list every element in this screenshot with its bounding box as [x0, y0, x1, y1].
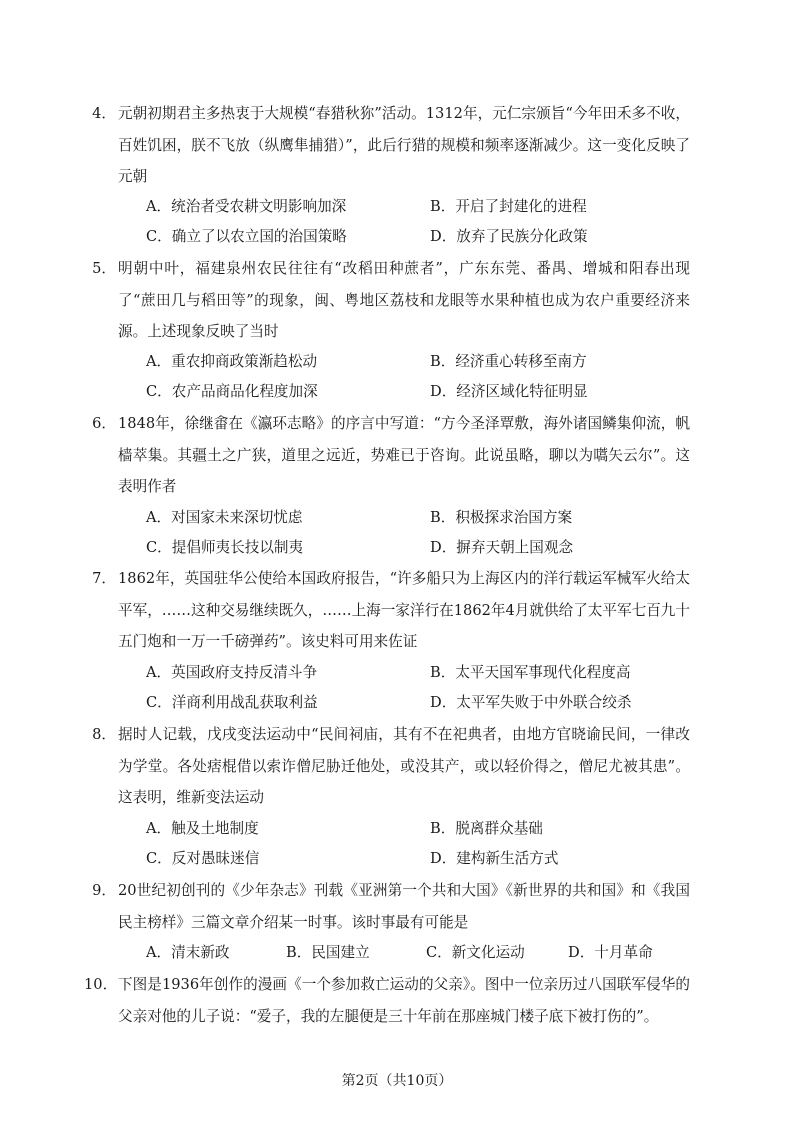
- option-a[interactable]: A．触及土地制度: [146, 820, 259, 837]
- question-number: 5．: [92, 260, 116, 277]
- question-stem: 下图是1936年创作的漫画《一个参加救亡运动的父亲》。图中一位亲历过八国联军侵华的父亲对他的儿子说：“爱子，我的左腿便是三十年前在那座城门楼子底下被打伤的”。: [118, 976, 690, 1025]
- option-a[interactable]: A．清末新政: [146, 944, 230, 961]
- question-8: [92, 719, 690, 814]
- option-a[interactable]: A．统治者受农耕文明影响加深: [146, 198, 347, 215]
- question-4: [92, 98, 690, 193]
- option-b[interactable]: B．民国建立: [286, 944, 370, 961]
- option-b[interactable]: B．经济重心转移至南方: [430, 353, 587, 370]
- option-c[interactable]: C．洋商利用战乱获取利益: [146, 694, 318, 711]
- option-a[interactable]: A．对国家未来深切忧虑: [146, 509, 303, 526]
- question-number: 7．: [92, 570, 116, 587]
- option-b[interactable]: B．积极探求治国方案: [430, 509, 573, 526]
- option-b[interactable]: B．太平天国军事现代化程度高: [430, 664, 631, 681]
- question-stem: 元朝初期君主多热衷于大规模“春猎秋狝”活动。1312年，元仁宗颁旨“今年田禾多不收，百姓饥困，朕不飞放（纵鹰隼捕猎）”，此后行猎的规模和频率逐渐减少。这一变化反映了元朝: [118, 105, 690, 185]
- question-number: 9．: [92, 882, 116, 899]
- option-a[interactable]: A．英国政府支持反清斗争: [146, 664, 318, 681]
- question-10: [84, 969, 690, 1032]
- question-stem: 1862年，英国驻华公使给本国政府报告，“许多船只为上海区内的洋行载运军械军火给太平军，……这种交易继续既久，……上海一家洋行在1862年4月就供给了太平军七百九十五门炮和一万一千磅弹药”。该史料可用来佐证: [118, 570, 690, 650]
- question-5: [92, 253, 690, 348]
- option-d[interactable]: D．经济区域化特征明显: [430, 383, 588, 400]
- option-c[interactable]: C．农产品商品化程度加深: [146, 383, 318, 400]
- option-d[interactable]: D．建构新生活方式: [430, 850, 559, 867]
- question-stem: 1848年，徐继畬在《瀛环志略》的序言中写道：“方今圣泽覃敷，海外诸国鳞集仰流，帆樯萃集。其疆土之广狭，道里之远近，势难已于咨询。此说虽略，聊以为嚆矢云尔”。这表明作者: [118, 415, 690, 495]
- question-stem: 20世纪初创刊的《少年杂志》刊载《亚洲第一个共和大国》《新世界的共和国》和《我国民主榜样》三篇文章介绍某一时事。该时事最有可能是: [118, 882, 690, 931]
- option-c[interactable]: C．确立了以农立国的治国策略: [146, 228, 347, 245]
- question-number: 6．: [92, 415, 116, 432]
- question-stem: 据时人记载，戊戌变法运动中“民间祠庙，其有不在祀典者，由地方官晓谕民间，一律改为学堂。各处痞棍借以索诈僧尼胁迁他处，或没其产，或以轻价得之，僧尼尤被其患”。这表明，维新变法运动: [118, 726, 690, 806]
- option-c[interactable]: C．新文化运动: [426, 944, 525, 961]
- option-d[interactable]: D．十月革命: [568, 944, 653, 961]
- option-d[interactable]: D．放弃了民族分化政策: [430, 228, 588, 245]
- option-b[interactable]: B．脱离群众基础: [430, 820, 543, 837]
- question-number: 8．: [92, 726, 116, 743]
- question-stem: 明朝中叶，福建泉州农民往往有“改稻田种蔗者”，广东东莞、番禺、增城和阳春出现了“蔗田几与稻田等”的现象，闽、粤地区荔枝和龙眼等水果种植也成为农户重要经济来源。上述现象反映了当时: [118, 260, 690, 340]
- option-b[interactable]: B．开启了封建化的进程: [430, 198, 587, 215]
- option-a[interactable]: A．重农抑商政策渐趋松动: [146, 353, 318, 370]
- option-c[interactable]: C．反对愚昧迷信: [146, 850, 260, 867]
- option-c[interactable]: C．提倡师夷长技以制夷: [146, 539, 304, 556]
- option-d[interactable]: D．太平军失败于中外联合绞杀: [430, 694, 632, 711]
- question-7: [92, 563, 690, 658]
- question-6: [92, 408, 690, 503]
- question-number: 10．: [84, 976, 118, 993]
- question-9: [92, 875, 690, 938]
- page-footer: 第2页（共10页）: [341, 1073, 453, 1089]
- option-d[interactable]: D．摒弃天朝上国观念: [430, 539, 574, 556]
- question-number: 4．: [92, 105, 116, 122]
